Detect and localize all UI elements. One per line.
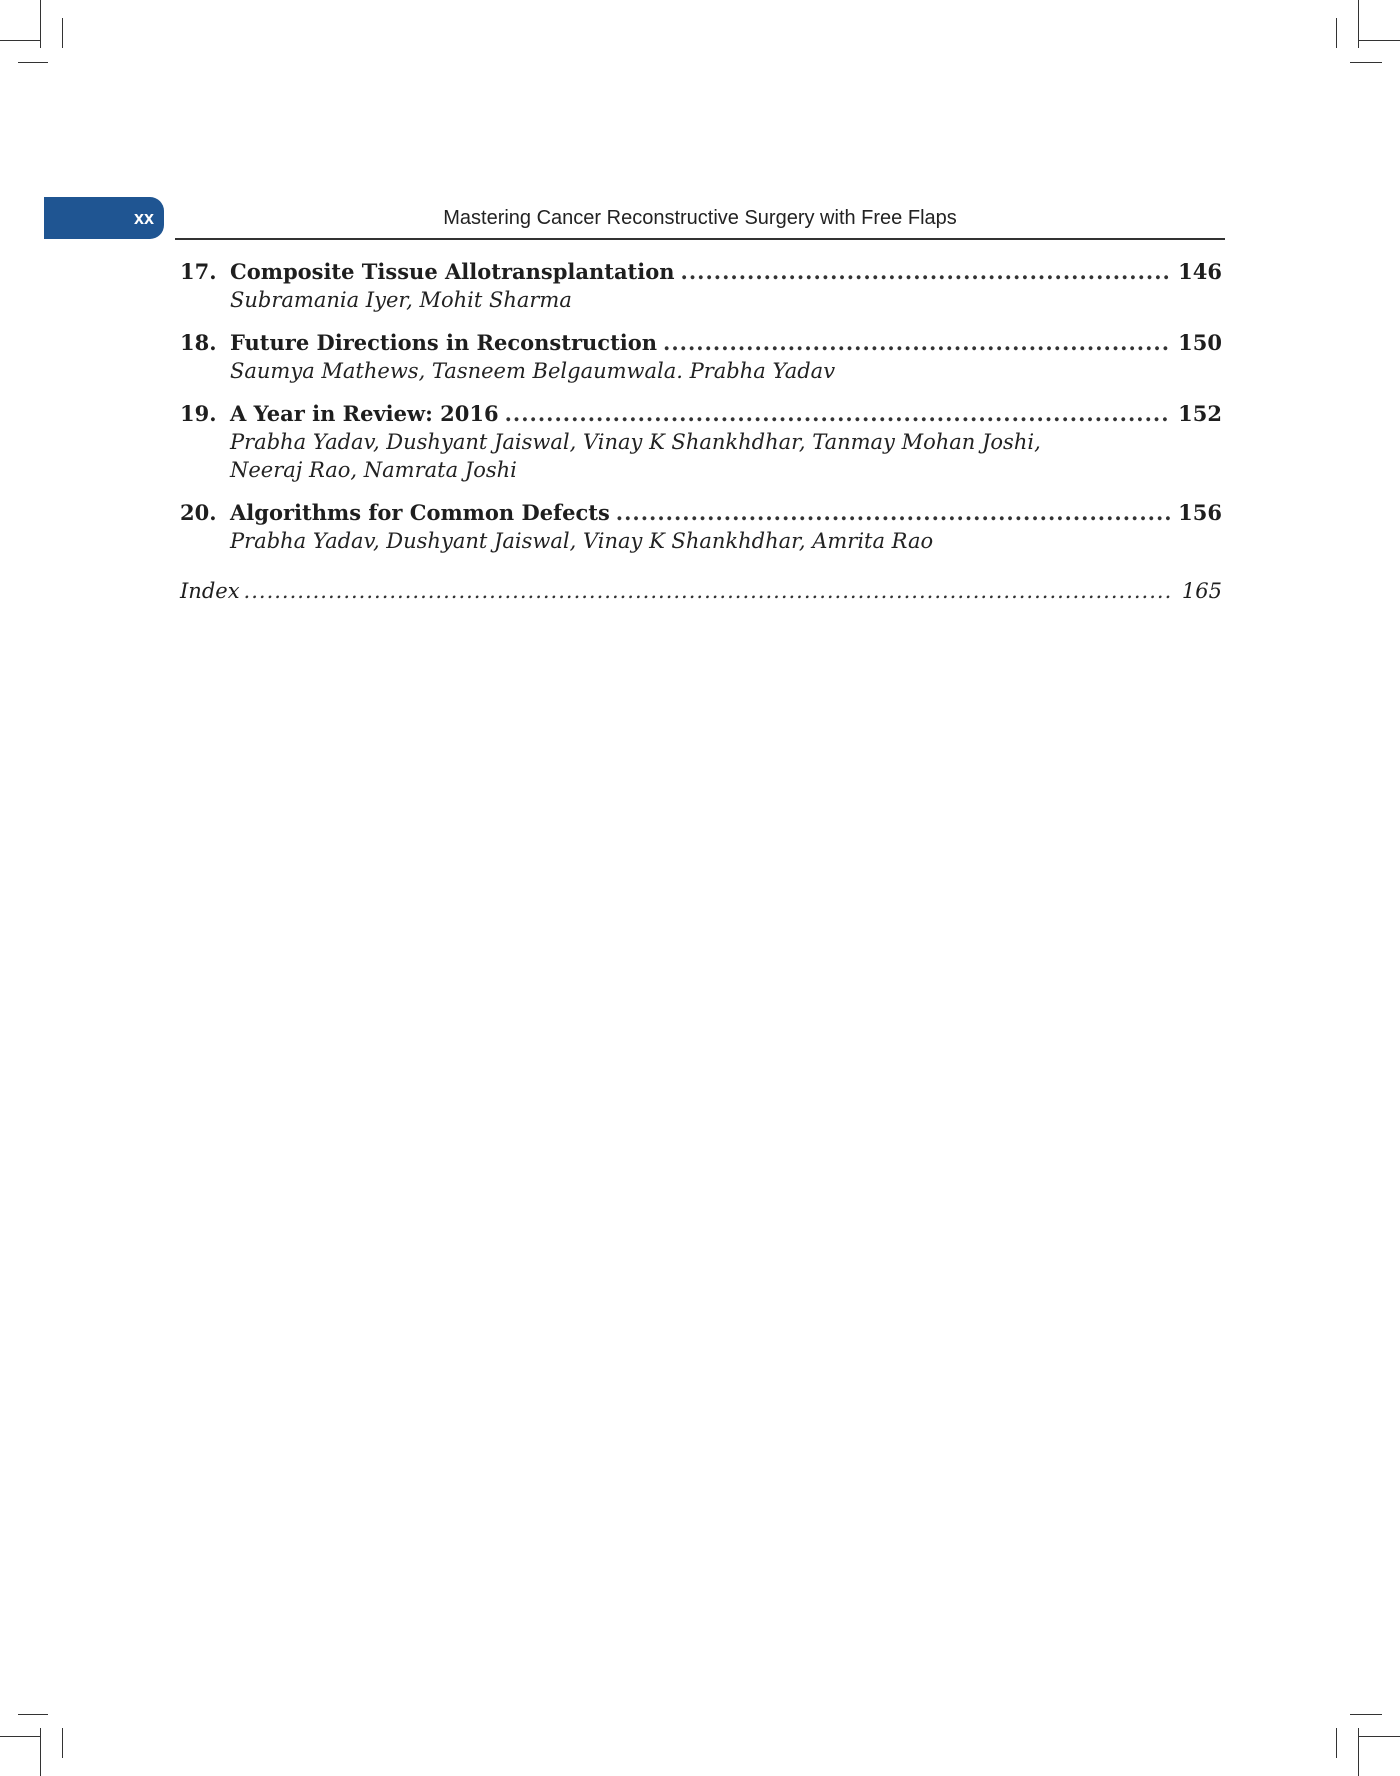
page-number: 152 — [1178, 401, 1222, 426]
toc-entry-index[interactable] — [180, 577, 1222, 605]
page-folio-tab — [44, 197, 164, 239]
chapter-number: 19. — [180, 401, 217, 426]
chapter-title: A Year in Review: 2016 — [230, 401, 499, 426]
chapter-title: Algorithms for Common Defects — [230, 500, 610, 525]
chapter-number: 20. — [180, 500, 217, 525]
page-number: 150 — [1178, 330, 1222, 355]
chapter-title: Future Directions in Reconstruction — [230, 330, 658, 355]
chapter-authors: Neeraj Rao, Namrata Joshi — [230, 458, 517, 482]
dot-leader — [681, 258, 1170, 286]
toc-entry-18[interactable] — [180, 329, 1222, 385]
crop-mark — [1336, 1728, 1337, 1758]
page-number: 156 — [1178, 500, 1222, 525]
crop-mark — [1350, 62, 1382, 63]
chapter-authors: Saumya Mathews, Tasneem Belgaumwala. Prabha Yadav — [230, 359, 836, 383]
page-number: 165 — [1181, 579, 1222, 603]
crop-mark — [62, 18, 63, 48]
toc-entry-17[interactable] — [180, 258, 1222, 314]
crop-mark — [1358, 1736, 1400, 1737]
crop-mark — [40, 0, 41, 48]
chapter-authors: Subramania Iyer, Mohit Sharma — [230, 288, 572, 312]
dot-leader — [663, 329, 1170, 357]
toc-entry-19[interactable] — [180, 400, 1222, 484]
dot-leader — [244, 577, 1170, 605]
table-of-contents — [180, 258, 1222, 605]
dot-leader — [616, 499, 1170, 527]
crop-mark — [18, 1714, 48, 1715]
running-title: Mastering Cancer Reconstructive Surgery with Free Flaps — [443, 207, 957, 229]
crop-mark — [1336, 18, 1337, 48]
page-number: xx — [133, 207, 154, 228]
chapter-number: 18. — [180, 330, 217, 355]
page-number: 146 — [1178, 259, 1222, 284]
crop-mark — [1350, 1714, 1382, 1715]
crop-mark — [0, 40, 40, 41]
index-label: Index — [180, 579, 240, 603]
chapter-authors: Prabha Yadav, Dushyant Jaiswal, Vinay K Shankhdhar, Amrita Rao — [230, 529, 934, 553]
chapter-title: Composite Tissue Allotransplantation — [230, 259, 675, 284]
chapter-authors: Prabha Yadav, Dushyant Jaiswal, Vinay K Shankhdhar, Tanmay Mohan Joshi, — [230, 430, 1041, 454]
crop-mark — [1358, 40, 1400, 41]
toc-entry-20[interactable] — [180, 499, 1222, 555]
crop-mark — [0, 1736, 40, 1737]
dot-leader — [505, 400, 1170, 428]
crop-mark — [18, 62, 48, 63]
crop-mark — [40, 1728, 41, 1776]
crop-mark — [62, 1728, 63, 1758]
header-rule — [175, 238, 1225, 240]
chapter-number: 17. — [180, 259, 217, 284]
